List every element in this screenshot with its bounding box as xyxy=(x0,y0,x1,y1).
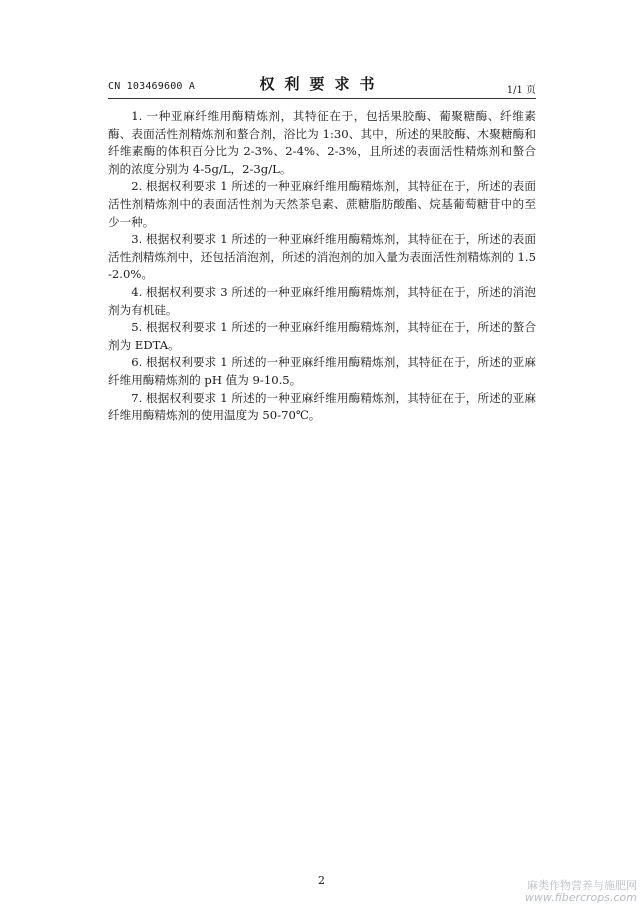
page-number: 2 xyxy=(318,874,325,887)
claim-item-4: 4. 根据权利要求 3 所述的一种亚麻纤维用酶精炼剂，其特征在于，所述的消泡剂为有机硅。 xyxy=(108,284,536,317)
page-header xyxy=(108,72,536,96)
claim-item-2: 2. 根据权利要求 1 所述的一种亚麻纤维用酶精炼剂，其特征在于，所述的表面活性剂精炼剂中的表面活性剂为天然茶皂素、蔗糖脂肪酸酯、烷基葡萄糖苷中的至少一种。 xyxy=(108,179,536,229)
claim-item-3: 3. 根据权利要求 1 所述的一种亚麻纤维用酶精炼剂，其特征在于，所述的表面活性剂精炼剂中，还包括消泡剂，所述的消泡剂的加入量为表面活性剂精炼剂的 1.5-2.0%。 xyxy=(108,232,536,282)
publication-number: CN 103469600 A xyxy=(108,81,196,92)
claim-item-7: 7. 根据权利要求 1 所述的一种亚麻纤维用酶精炼剂，其特征在于，所述的亚麻纤维用酶精炼剂的使用温度为 50-70℃。 xyxy=(108,390,536,423)
claim-item-5: 5. 根据权利要求 1 所述的一种亚麻纤维用酶精炼剂，其特征在于，所述的螯合剂为 EDTA。 xyxy=(108,320,536,352)
document-title: 权利要求书 xyxy=(259,75,385,93)
claim-item-1: 1. 一种亚麻纤维用酶精炼剂，其特征在于，包括果胶酶、葡聚糖酶、纤维素酶、表面活性剂精炼剂和螯合剂，浴比为 1:30、其中，所述的果胶酶、木聚糖酶和纤维素酶的体积百分比为 2-3%、2-4%、2-3%，且所述的表面活性精炼剂和螯合剂的浓度分别为 4-5g/L，2-3g/L。 xyxy=(108,109,536,176)
claim-item-6: 6. 根据权利要求 1 所述的一种亚麻纤维用酶精炼剂，其特征在于，所述的亚麻纤维用酶精炼剂的 pH 值为 9-10.5。 xyxy=(108,355,536,387)
watermark-url-text: www.fibercrops.com xyxy=(524,891,637,904)
page-count: 1/1 页 xyxy=(506,85,536,96)
watermark-cn-text: 麻类作物营养与施肥网 xyxy=(527,879,637,892)
header-divider xyxy=(108,98,536,99)
claims-list xyxy=(108,108,536,425)
site-watermark xyxy=(525,880,637,904)
